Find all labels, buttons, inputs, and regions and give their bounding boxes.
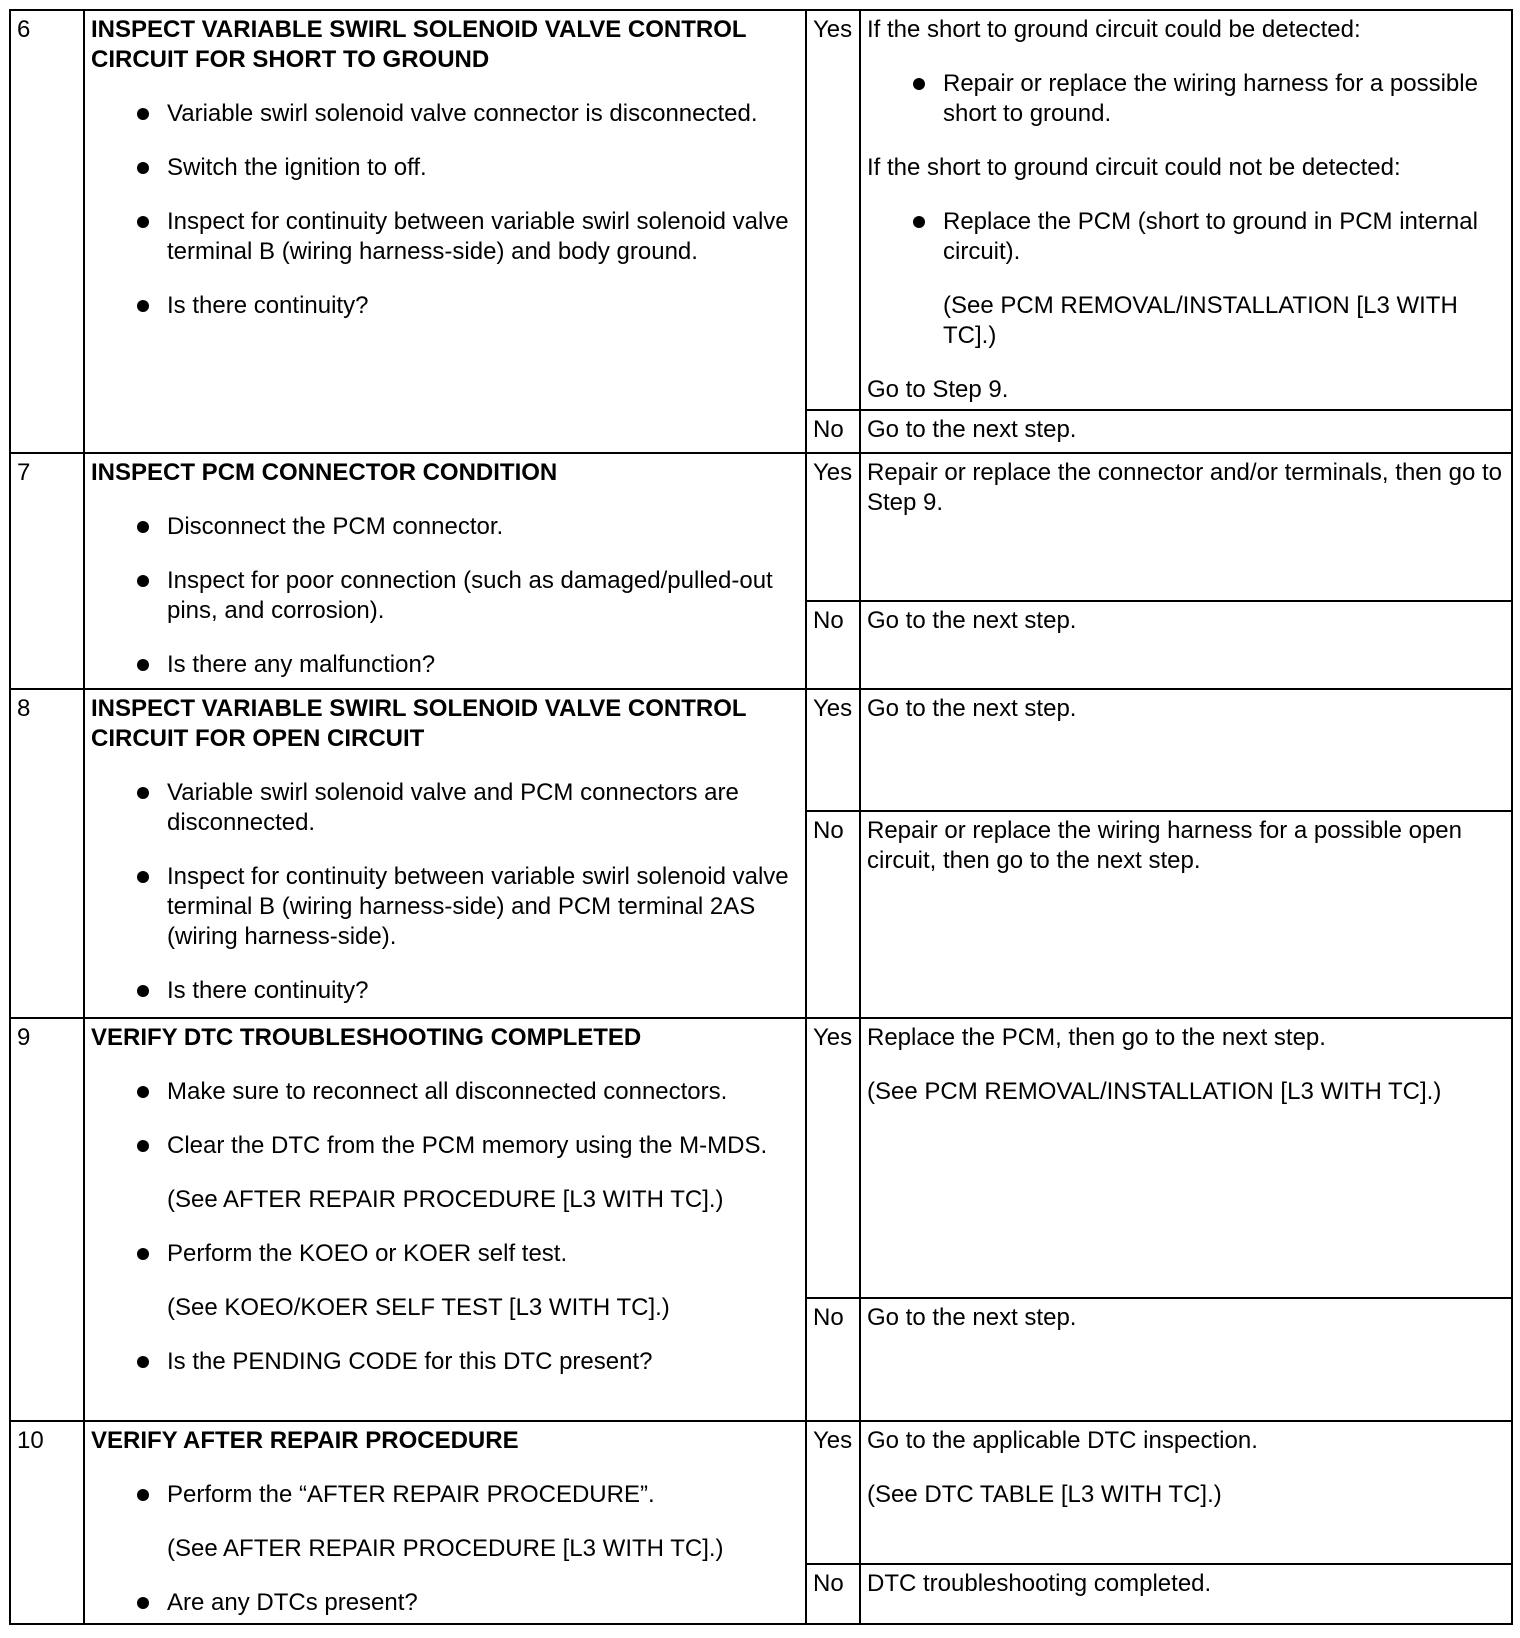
step-description	[84, 453, 806, 689]
reference-link[interactable]: (See KOEO/KOER SELF TEST [L3 WITH TC].)	[167, 1294, 670, 1321]
result-yes-label: Yes	[806, 1018, 860, 1298]
bullet-icon	[137, 300, 149, 312]
bullet-icon	[137, 162, 149, 174]
bullet-icon	[137, 985, 149, 997]
bullet-icon	[137, 1597, 149, 1609]
bullet-icon	[137, 1356, 149, 1368]
bullet-icon	[137, 216, 149, 228]
bullet-icon	[137, 521, 149, 533]
step-title: VERIFY DTC TROUBLESHOOTING COMPLETED	[91, 1024, 642, 1051]
action-no: Go to the next step.	[860, 1298, 1512, 1421]
step-description	[84, 10, 806, 453]
action-text: Go to the applicable DTC inspection.	[867, 1427, 1258, 1454]
action-bullet: Repair or replace the wiring harness for a possible short to ground.	[867, 69, 1505, 129]
bullet-icon	[137, 1248, 149, 1260]
action-yes	[860, 10, 1512, 410]
step-bullet: Variable swirl solenoid valve connector is disconnected.	[91, 99, 799, 129]
step-number: 9	[10, 1018, 84, 1421]
step-title: INSPECT VARIABLE SWIRL SOLENOID VALVE CONTROL CIRCUIT FOR OPEN CIRCUIT	[91, 695, 747, 752]
step-bullet: Perform the KOEO or KOER self test. (See KOEO/KOER SELF TEST [L3 WITH TC].)	[91, 1239, 799, 1323]
bullet-icon	[137, 659, 149, 671]
result-yes-label: Yes	[806, 1421, 860, 1564]
step-bullet: Variable swirl solenoid valve and PCM connectors are disconnected.	[91, 778, 799, 838]
bullet-icon	[137, 1086, 149, 1098]
result-no-label: No	[806, 601, 860, 689]
result-no-label: No	[806, 811, 860, 1018]
action-no: Repair or replace the wiring harness for a possible open circuit, then go to the next step.	[860, 811, 1512, 1018]
step-bullet: Clear the DTC from the PCM memory using the M-MDS. (See AFTER REPAIR PROCEDURE [L3 WITH TC].)	[91, 1131, 799, 1215]
step-title: INSPECT VARIABLE SWIRL SOLENOID VALVE CONTROL CIRCUIT FOR SHORT TO GROUND	[91, 16, 747, 73]
step-number: 6	[10, 10, 84, 453]
step-number: 8	[10, 689, 84, 1018]
action-text: If the short to ground circuit could not be detected:	[867, 154, 1401, 181]
step-bullet-list	[91, 1077, 799, 1377]
action-text: Go to Step 9.	[867, 376, 1009, 403]
action-no: Go to the next step.	[860, 410, 1512, 453]
action-yes: Repair or replace the connector and/or terminals, then go to Step 9.	[860, 453, 1512, 601]
result-yes-label: Yes	[806, 10, 860, 410]
step-number: 10	[10, 1421, 84, 1624]
step-bullet: Inspect for poor connection (such as damaged/pulled-out pins, and corrosion).	[91, 566, 799, 626]
result-yes-label: Yes	[806, 689, 860, 811]
step-bullet-list	[91, 778, 799, 1006]
step-8-row-yes	[10, 689, 1512, 811]
step-number: 7	[10, 453, 84, 689]
step-bullet: Switch the ignition to off.	[91, 153, 799, 183]
result-yes-label: Yes	[806, 453, 860, 601]
result-no-label: No	[806, 410, 860, 453]
step-10-row-yes	[10, 1421, 1512, 1564]
action-yes	[860, 1421, 1512, 1564]
step-bullet: Make sure to reconnect all disconnected connectors.	[91, 1077, 799, 1107]
reference-link[interactable]: (See AFTER REPAIR PROCEDURE [L3 WITH TC].)	[167, 1535, 724, 1562]
bullet-icon	[913, 78, 925, 90]
bullet-icon	[137, 1140, 149, 1152]
step-description	[84, 1421, 806, 1624]
step-description	[84, 1018, 806, 1421]
action-no: Go to the next step.	[860, 601, 1512, 689]
reference-link[interactable]: (See DTC TABLE [L3 WITH TC].)	[867, 1481, 1222, 1508]
action-bullet-list	[867, 69, 1505, 129]
step-bullet: Are any DTCs present?	[91, 1588, 799, 1618]
step-bullet: Inspect for continuity between variable swirl solenoid valve terminal B (wiring harness-side) and body ground.	[91, 207, 799, 267]
reference-link[interactable]: (See AFTER REPAIR PROCEDURE [L3 WITH TC].)	[167, 1186, 724, 1213]
action-yes	[860, 1018, 1512, 1298]
step-bullet: Inspect for continuity between variable swirl solenoid valve terminal B (wiring harness-side) and PCM terminal 2AS (wiring harness-side).	[91, 862, 799, 952]
step-6-row-yes	[10, 10, 1512, 410]
reference-link[interactable]: (See PCM REMOVAL/INSTALLATION [L3 WITH TC].)	[943, 292, 1458, 349]
result-no-label: No	[806, 1564, 860, 1624]
action-bullet-list	[867, 207, 1505, 351]
bullet-icon	[137, 575, 149, 587]
step-9-row-yes	[10, 1018, 1512, 1298]
step-bullet-list	[91, 99, 799, 321]
result-no-label: No	[806, 1298, 860, 1421]
step-bullet: Is there continuity?	[91, 976, 799, 1006]
step-bullet-list	[91, 512, 799, 680]
bullet-icon	[137, 871, 149, 883]
action-no: DTC troubleshooting completed.	[860, 1564, 1512, 1624]
step-bullet-list	[91, 1480, 799, 1618]
reference-link[interactable]: (See PCM REMOVAL/INSTALLATION [L3 WITH TC].)	[867, 1078, 1442, 1105]
step-title: VERIFY AFTER REPAIR PROCEDURE	[91, 1427, 519, 1454]
bullet-icon	[137, 108, 149, 120]
bullet-icon	[913, 216, 925, 228]
step-bullet: Perform the “AFTER REPAIR PROCEDURE”. (See AFTER REPAIR PROCEDURE [L3 WITH TC].)	[91, 1480, 799, 1564]
step-bullet: Is the PENDING CODE for this DTC present?	[91, 1347, 799, 1377]
diagnostic-procedure-table	[9, 9, 1513, 1625]
step-bullet: Disconnect the PCM connector.	[91, 512, 799, 542]
action-text: If the short to ground circuit could be detected:	[867, 16, 1361, 43]
action-bullet: Replace the PCM (short to ground in PCM internal circuit). (See PCM REMOVAL/INSTALLATION [L3 WITH TC].)	[867, 207, 1505, 351]
action-text: Replace the PCM, then go to the next step.	[867, 1024, 1326, 1051]
step-bullet: Is there continuity?	[91, 291, 799, 321]
bullet-icon	[137, 1489, 149, 1501]
action-yes: Go to the next step.	[860, 689, 1512, 811]
step-bullet: Is there any malfunction?	[91, 650, 799, 680]
step-7-row-yes	[10, 453, 1512, 601]
bullet-icon	[137, 787, 149, 799]
step-description	[84, 689, 806, 1018]
step-title: INSPECT PCM CONNECTOR CONDITION	[91, 459, 558, 486]
